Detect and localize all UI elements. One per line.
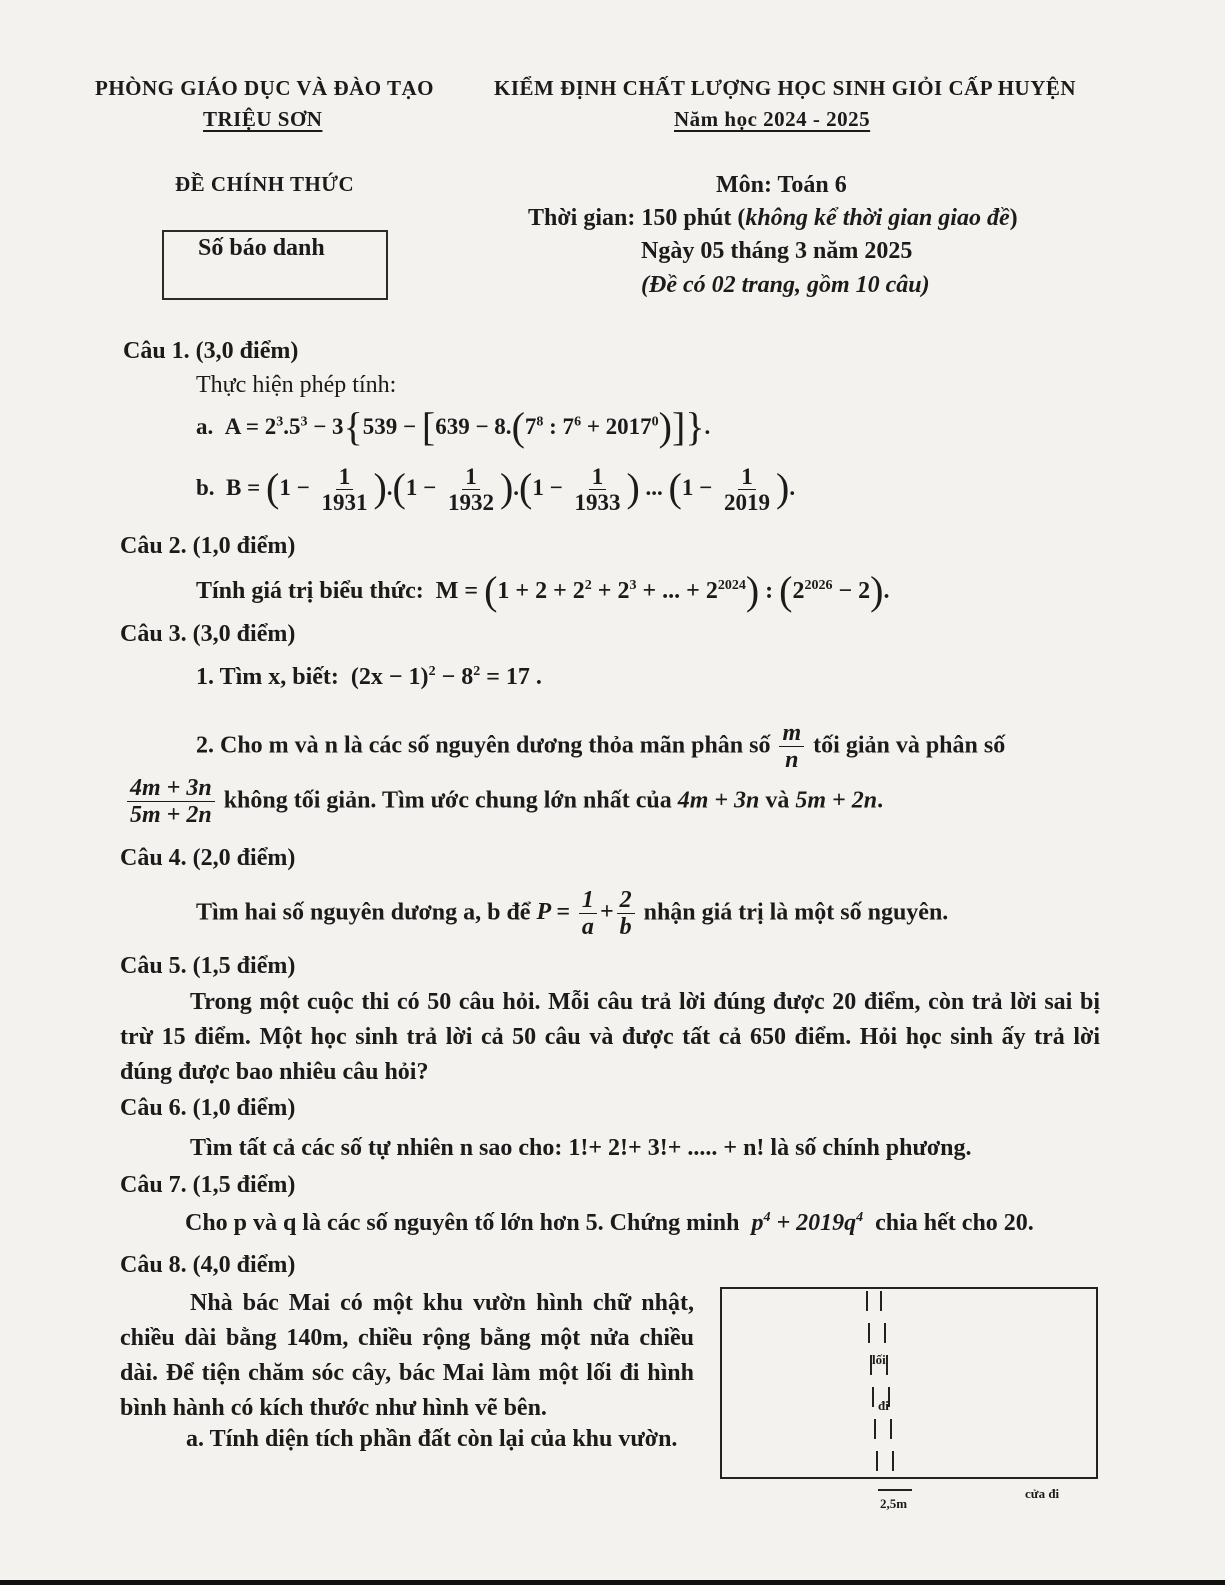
- q3-part2-a: 2. Cho m và n là các số nguyên dương thỏa mãn phân số: [196, 732, 771, 759]
- q6-text-b: là số chính phương.: [770, 1135, 972, 1161]
- q1-title: Câu 1. (3,0 điểm): [123, 338, 299, 364]
- q7-text-b: chia hết cho 20.: [875, 1210, 1034, 1236]
- q3-fraction-expr: $\frac{4m + 3n}{5m + 2n}$: [127, 775, 215, 829]
- q7-body: [185, 1210, 1034, 1237]
- q1-b-expression: B = (1 − $\frac{1}{1931}$ ).(1 − $\frac{1}{1932}$ ).(1 − $\frac{1}{1933}$ ) ... (1 − $\frac{1}{2019}$ ).: [220, 464, 796, 516]
- q3-part1-equation: $(2x - 1)^2 - 8^2 = 17$ .: [344, 664, 542, 690]
- q3-part2-line2: $\frac{4m + 3n}{5m + 2n}$ không tối giản. Tìm ước chung lớn nhất của 4m + 3n và 5m + 2n.: [124, 775, 883, 829]
- subject: Môn: Toán 6: [716, 172, 847, 198]
- width-dimension-bar: [878, 1489, 912, 1491]
- q8-part-a: a. Tính diện tích phần đất còn lại của khu vườn.: [186, 1426, 678, 1452]
- q4-expression: P = $\frac{1}{a}$ + $\frac{2}{b}$: [536, 899, 637, 925]
- q1-intro: Thực hiện phép tính:: [196, 372, 397, 398]
- time-suffix: ): [1009, 205, 1018, 231]
- q1-frac-den-4: 2019: [723, 490, 770, 516]
- gate-label: cửa đi: [1025, 1486, 1060, 1501]
- q8-title: Câu 8. (4,0 điểm): [120, 1252, 296, 1278]
- q4-body: [196, 887, 948, 941]
- q3-part2-c: không tối giản. Tìm ước chung lớn nhất của: [223, 787, 672, 814]
- walkway-label-2: đi: [878, 1398, 889, 1413]
- q3-part2-line1: [196, 720, 1005, 774]
- candidate-number-label: Số báo danh: [198, 235, 325, 261]
- q3-title: Câu 3. (3,0 điểm): [120, 621, 296, 647]
- q1-frac-den-2: 1932: [447, 490, 494, 516]
- q7-text-a: Cho p và q là các số nguyên tố lớn hơn 5. Chứng minh: [185, 1210, 740, 1236]
- q1-frac-den-1: 1931: [321, 490, 368, 516]
- q5-title: Câu 5. (1,5 điểm): [120, 953, 296, 979]
- time-note: không kể thời gian giao đề: [745, 205, 1010, 231]
- q1-a-expression: $A = 2^3.5^3 - 3\{539 - [639 - 8.(7^8$ : $7^6 + 2017^0$)]}.: [219, 404, 711, 449]
- q3-part2-b: tối giản và phân số: [813, 732, 1006, 759]
- q1-frac-den-3: 1933: [574, 490, 621, 516]
- q2-title: Câu 2. (1,0 điểm): [120, 533, 296, 559]
- q2-expression: $M = (1 + 2 + 2^2 + 2^3$ + ... + $2^{2024}$) : $(2^{2026} - 2)$.: [429, 568, 890, 613]
- q1-b-label: b.: [196, 475, 215, 501]
- q3-fraction-m-n: $\frac{m}{n}$: [779, 720, 804, 774]
- q3-part2-d: và: [765, 787, 790, 814]
- time-prefix: Thời gian: 150 phút (: [528, 205, 746, 231]
- q3-part1: [196, 664, 542, 691]
- q8-text: Nhà bác Mai có một khu vườn hình chữ nhật, chiều dài bằng 140m, chiều rộng bằng một nửa chiều dài. Để tiện chăm sóc cây, bác Mai làm một lối đi hình bình hành có kích thước như hình vẽ bên.: [120, 1290, 694, 1421]
- q7-expression: $p^4 + 2019q^4$: [745, 1210, 864, 1236]
- q7-title: Câu 7. (1,5 điểm): [120, 1172, 296, 1198]
- q1-b: [196, 464, 795, 516]
- time-line: [528, 205, 1018, 232]
- q4-title: Câu 4. (2,0 điểm): [120, 845, 296, 871]
- q6-body: [190, 1135, 972, 1162]
- official-label: ĐỀ CHÍNH THỨC: [175, 172, 355, 196]
- exam-title: KIỂM ĐỊNH CHẤT LƯỢNG HỌC SINH GIỎI CẤP HUYỆN: [494, 76, 1077, 100]
- q5-text: Trong một cuộc thi có 50 câu hỏi. Mỗi câu trả lời đúng được 20 điểm, còn trả lời sai bị trừ 15 điểm. Một học sinh trả lời cả 50 câu và được tất cả 650 điểm. Hỏi học sinh ấy trả lời đúng được bao nhiêu câu hỏi?: [120, 989, 1100, 1085]
- district-name: TRIỆU SƠN: [203, 107, 323, 131]
- dept-name: PHÒNG GIÁO DỤC VÀ ĐÀO TẠO: [95, 76, 434, 100]
- q1-a: [196, 404, 711, 449]
- school-year: Năm học 2024 - 2025: [674, 107, 871, 131]
- q4-text-a: Tìm hai số nguyên dương a, b để: [196, 899, 531, 926]
- garden-rectangle: [720, 1287, 1098, 1479]
- exam-date: Ngày 05 tháng 3 năm 2025: [641, 238, 913, 264]
- walkway-label-1: lối: [872, 1352, 886, 1367]
- q2-text: Tính giá trị biểu thức:: [196, 578, 424, 604]
- q6-expression: 1!+ 2!+ 3!+ ..... + n!: [568, 1135, 765, 1161]
- width-label: 2,5m: [880, 1496, 908, 1511]
- q6-title: Câu 6. (1,0 điểm): [120, 1095, 296, 1121]
- q1-a-label: a.: [196, 414, 214, 439]
- q6-text-a: Tìm tất cả các số tự nhiên n sao cho:: [190, 1135, 563, 1161]
- q2-body: [196, 568, 890, 613]
- q3-part1-text: 1. Tìm x, biết:: [196, 664, 339, 690]
- q3-expr2: 5m + 2n: [795, 787, 878, 814]
- page-info: (Đề có 02 trang, gồm 10 câu): [641, 272, 930, 298]
- page-bottom-edge: [0, 1580, 1225, 1585]
- q3-expr1: 4m + 3n: [677, 787, 760, 814]
- q4-text-b: nhận giá trị là một số nguyên.: [643, 899, 949, 926]
